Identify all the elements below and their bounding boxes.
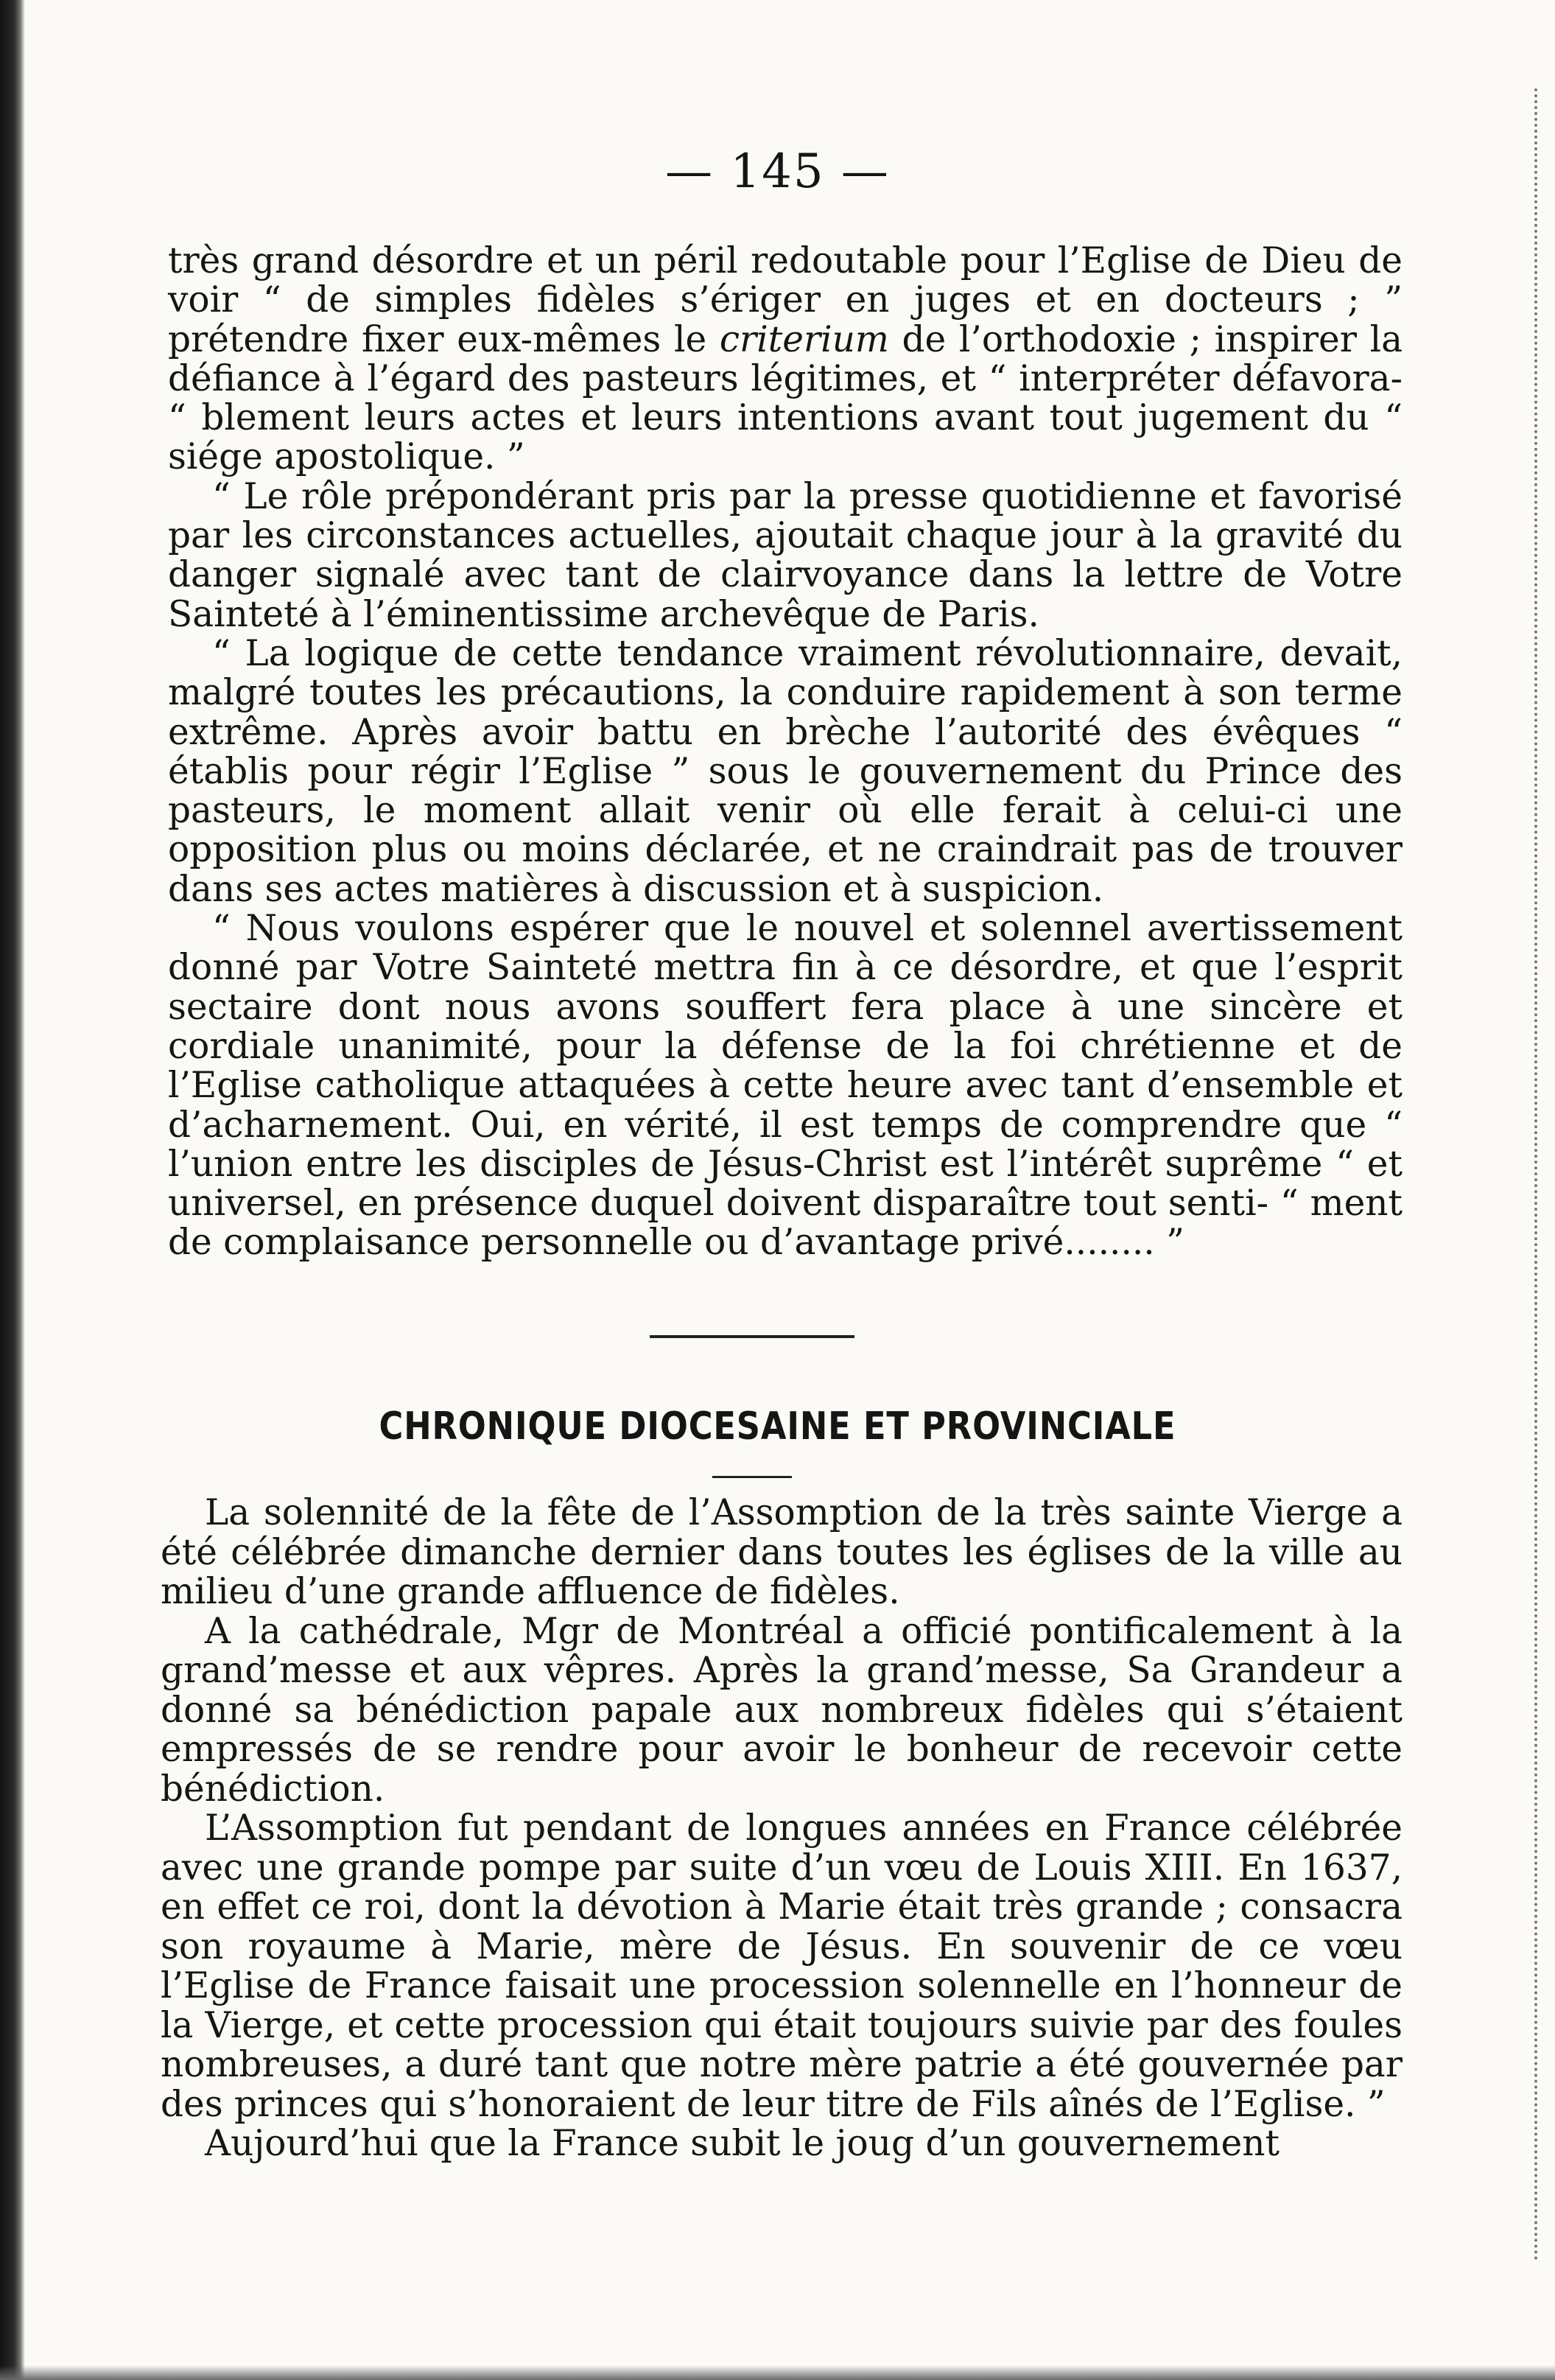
text-run: de l’orthodoxie ; inspirer la défiance à l’égard des pasteurs légitimes, et “ interpréter défavora- “ blement leurs actes et leurs intentions avant tout jugement du “ siége apostolique. ” xyxy=(168,318,1403,478)
scan-left-edge xyxy=(0,0,25,2380)
chronicle-paragraph: La solennité de la fête de l’Assomption de la très sainte Vierge a été célébrée dimanche dernier dans toutes les églises de la ville au milieu d’une grande affluence de fidèles. xyxy=(161,1492,1403,1612)
scan-bottom-edge xyxy=(0,2365,1555,2380)
chronicle-paragraph: Aujourd’hui que la France subit le joug d’un gouvernement xyxy=(205,2123,1280,2164)
article-paragraph: “ Le rôle prépondérant pris par la presse quotidienne et favorisé par les circonstances actuelles, ajoutait chaque jour à la gravité du danger signalé avec tant de clairvoyance dans la lettre de Votre Sainteté à l’éminentissime archevêque de Paris. xyxy=(168,475,1403,635)
article-paragraph: “ Nous voulons espérer que le nouvel et solennel avertissement donné par Votre Sainteté mettra fin à ce désordre, et que l’esprit sectaire dont nous avons souffert fera place à une sincère et cordiale unanimité, pour la défense de la foi chrétienne et de l’Eglise catholique attaquées à cette heure avec tant d’ensemble et d’acharnement. Oui, en vérité, il est temps de comprendre que “ l’union entre les disciples de Jésus-Christ est l’intérêt suprême “ et universel, en présence duquel doivent disparaître tout senti- “ ment de complaisance personnelle ou d’avantage privé........ ” xyxy=(168,908,1403,1264)
article-paragraph: “ La logique de cette tendance vraiment révolutionnaire, devait, malgré toutes les précautions, la conduire rapidement à son terme extrême. Après avoir battu en brèche l’autorité des évêques “ établis pour régir l’Eglise ” sous le gouvernement du Prince des pasteurs, le moment allait venir où elle ferait à celui-ci une opposition plus ou moins déclarée, et ne craindrait pas de trouver dans ses actes matières à discussion et à suspicion. xyxy=(168,632,1403,910)
article-body xyxy=(168,242,1403,1263)
chronicle-body xyxy=(161,1494,1403,2164)
text-run: très grand désordre et un péril redoutable pour l’Eglise de Dieu de voir “ de simples fidèles s’ériger en juges et en docteurs ; ” prétendre fixer eux-mêmes le xyxy=(168,240,1403,360)
article-paragraph xyxy=(168,242,1403,477)
chronicle-paragraph: L’Assomption fut pendant de longues années en France célébrée avec une grande pompe par suite d’un vœu de Louis XIII. En 1637, en effet ce roi, dont la dévotion à Marie était très grande ; consacra son royaume à Marie, mère de Jésus. En souvenir de ce vœu l’Eglise de France faisait une procession solennelle en l’honneur de la Vierge, et cette procession qui était toujours suivie par des foules nombreuses, a duré tant que notre mère patrie a été gouvernée par des princes qui s’honoraient de leur titre de Fils aînés de l’Eglise. ” xyxy=(161,1807,1403,2125)
page-number: — 145 — xyxy=(665,144,890,199)
chronicle-paragraph: A la cathédrale, Mgr de Montréal a officié pontificalement à la grand’messe et aux vêpres. Après la grand’messe, Sa Grandeur a donné sa bénédiction papale aux nombreux fidèles qui s’étaient empressés de se rendre pour avoir le bonheur de recevoir cette bénédiction. xyxy=(161,1610,1403,1810)
italic-term: criterium xyxy=(719,318,889,360)
title-underline xyxy=(712,1476,792,1478)
section-divider xyxy=(650,1335,854,1338)
section-title: CHRONIQUE DIOCESAINE ET PROVINCIALE xyxy=(379,1404,1176,1449)
scan-right-edge xyxy=(1531,88,1537,2262)
